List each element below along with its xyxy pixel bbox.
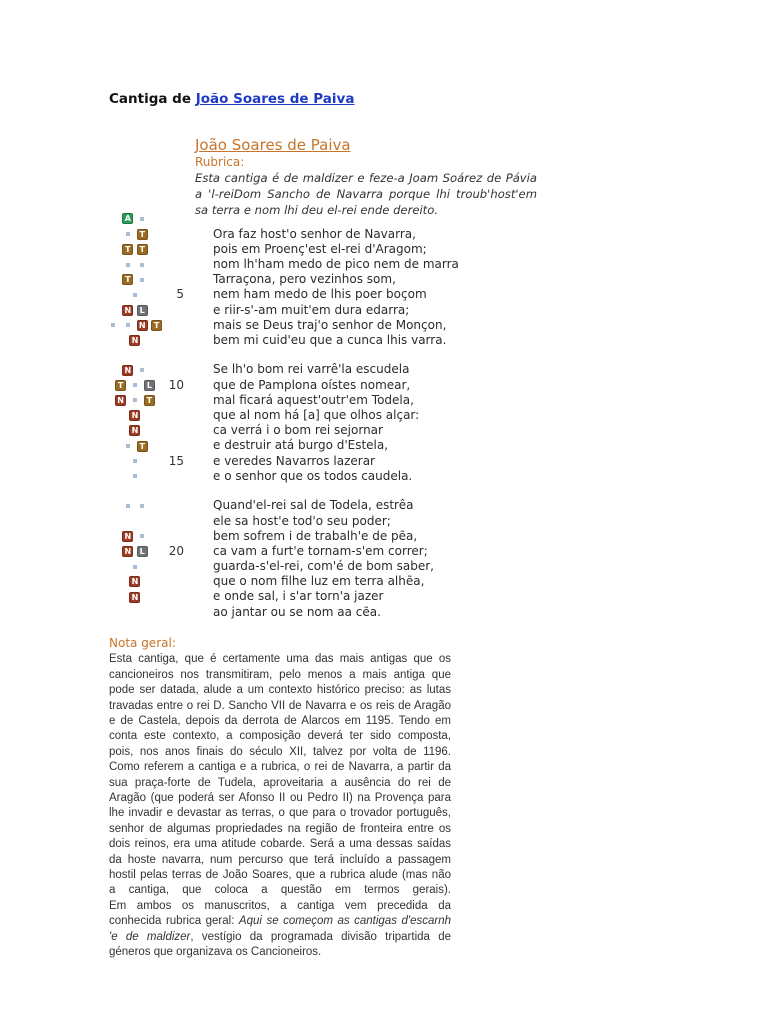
verse-row: [105, 242, 459, 257]
note-text: dois reinos, era uma atitude cobarde. Será a uma dessas saídas: [109, 838, 451, 851]
note-text: da hoste navarra, num percurso que terá incluído a passagem: [109, 853, 451, 866]
marker-cell: [135, 272, 149, 287]
marker-gutter: [105, 589, 165, 604]
marker-cell: [128, 378, 142, 393]
marker-cell: [135, 529, 149, 544]
marker-badge-n: N: [122, 365, 133, 376]
author-link[interactable]: João Soares de Paiva: [195, 91, 355, 107]
verse-text: Quand'el-rei sal de Todela, estrêa: [213, 498, 414, 513]
note-text: Como referem a cantiga e a rubrica, o rei de Navarra, a partir da: [109, 761, 451, 774]
verse-row: [105, 303, 459, 318]
marker-cell: [128, 408, 142, 423]
marker-badge-n: N: [129, 592, 140, 603]
verse-text: e onde sal, i s'ar torn'a jazer: [213, 589, 384, 604]
verse-row: [105, 318, 459, 333]
note-text: pode ser datada, alude a um contexto histórico preciso: as lutas: [109, 684, 451, 697]
marker-square-icon: [140, 263, 144, 267]
marker-cell: [149, 318, 163, 333]
stanza: [105, 211, 459, 348]
marker-badge-l: L: [144, 380, 155, 391]
marker-gutter: [105, 574, 165, 589]
marker-badge-n: N: [115, 395, 126, 406]
stanza: [105, 362, 459, 484]
verse-number: 10: [168, 377, 184, 392]
marker-cell: [135, 303, 149, 318]
marker-square-icon: [140, 534, 144, 538]
marker-cell: [121, 498, 135, 513]
verse-text: Ora faz host'o senhor de Navarra,: [213, 226, 416, 241]
marker-badge-n: N: [122, 531, 133, 542]
verse-text: e destruir atá burgo d'Estela,: [213, 438, 389, 453]
marker-gutter: [105, 514, 165, 529]
note-text: , vestígio da programada divisão tripartida de: [190, 930, 451, 943]
marker-square-icon: [126, 323, 130, 327]
marker-badge-n: N: [129, 410, 140, 421]
note-text: conhecida rubrica geral:: [109, 915, 239, 928]
marker-cell: [135, 211, 149, 226]
note-text: sua praça-forte de Tudela, aproveitaria a ausência do rei de: [109, 776, 451, 789]
marker-cell: [142, 378, 156, 393]
marker-square-icon: [140, 217, 144, 221]
note-label: Nota geral:: [109, 636, 176, 650]
marker-square-icon: [133, 398, 137, 402]
note-line: [109, 714, 451, 729]
verse-row: [105, 333, 459, 348]
marker-cell: [128, 469, 142, 484]
marker-badge-t: T: [115, 380, 126, 391]
verse-row: [105, 454, 459, 469]
marker-badge-t: T: [151, 320, 162, 331]
marker-row: [105, 211, 459, 226]
rubric-label: Rubrica:: [195, 155, 245, 169]
marker-cell: [121, 318, 135, 333]
note-line: [109, 683, 451, 698]
marker-square-icon: [126, 263, 130, 267]
note-italic-text: Aqui se começom as cantigas d'escarnh: [238, 915, 451, 928]
verse-row: [105, 393, 459, 408]
marker-cell: [121, 257, 135, 272]
marker-badge-t: T: [122, 274, 133, 285]
marker-square-icon: [126, 444, 130, 448]
marker-cell: [135, 544, 149, 559]
note-line: [109, 930, 451, 945]
marker-gutter: [105, 438, 165, 453]
rubric-line: Esta cantiga é de maldizer e feze-a Joam Soárez de Pávia: [195, 171, 537, 185]
marker-gutter: [105, 559, 165, 574]
verse-row: [105, 378, 459, 393]
note-text: Esta cantiga, que é certamente uma das mais antigas que os: [109, 653, 451, 666]
marker-badge-t: T: [122, 244, 133, 255]
note-text: Em ambos os manuscritos, a cantiga vem precedida da: [109, 899, 451, 912]
marker-cell: [121, 544, 135, 559]
verse-row: [105, 438, 459, 453]
marker-cell: [121, 242, 135, 257]
note-line: [109, 652, 451, 667]
marker-cell: [121, 272, 135, 287]
verse-row: [105, 574, 459, 589]
marker-gutter: [105, 529, 165, 544]
marker-cell: [128, 287, 142, 302]
marker-square-icon: [126, 232, 130, 236]
marker-cell: [121, 362, 135, 377]
note-line: [109, 883, 451, 898]
verse-text: nom lh'ham medo de pico nem de marra: [213, 256, 459, 271]
marker-badge-a: A: [122, 213, 133, 224]
note-text: Aragão (que poderá ser Afonso II ou Pedro II) na Provença para: [109, 791, 451, 804]
marker-badge-n: N: [129, 335, 140, 346]
note-line: [109, 668, 451, 683]
marker-gutter: [105, 544, 165, 559]
verse-text: pois em Proenç'est el-rei d'Aragom;: [213, 241, 427, 256]
marker-gutter: [105, 318, 165, 333]
verse-text: ca verrá i o bom rei sejornar: [213, 423, 383, 438]
marker-gutter: [105, 378, 165, 393]
marker-square-icon: [140, 504, 144, 508]
marker-badge-n: N: [137, 320, 148, 331]
marker-gutter: [105, 454, 165, 469]
marker-gutter: [105, 257, 165, 272]
marker-cell: [135, 362, 149, 377]
marker-square-icon: [126, 504, 130, 508]
marker-gutter: [105, 469, 165, 484]
marker-square-icon: [133, 459, 137, 463]
marker-badge-t: T: [137, 244, 148, 255]
marker-cell: [135, 438, 149, 453]
verse-text: Tarraçona, pero vezinhos som,: [213, 272, 396, 287]
marker-badge-l: L: [137, 546, 148, 557]
rubric-line: a 'l-reiDom Sancho de Navarra porque lhi troub'host'em: [195, 187, 537, 201]
marker-gutter: [105, 605, 165, 620]
verse-row: [105, 605, 459, 620]
marker-cell: [135, 257, 149, 272]
note-line: [109, 729, 451, 744]
note-line: [109, 899, 451, 914]
verse-row: [105, 227, 459, 242]
verse-number: 15: [168, 453, 184, 468]
marker-cell: [121, 438, 135, 453]
verse-text: Se lh'o bom rei varrê'la escudela: [213, 362, 410, 377]
marker-cell: [106, 318, 120, 333]
verse-row: [105, 272, 459, 287]
verse-row: [105, 408, 459, 423]
note-line: [109, 760, 451, 775]
verse-text: ele sa host'e tod'o seu poder;: [213, 513, 391, 528]
note-italic-text: 'e de maldizer: [109, 930, 191, 943]
verse-row: [105, 559, 459, 574]
verse-row: [105, 287, 459, 302]
note-text: a cantiga, que coloca a questão em termos gerais).: [109, 884, 451, 897]
marker-cell: [135, 227, 149, 242]
note-text: conta este contexto, a composição deverá ter sido composta,: [109, 730, 451, 743]
verse-text: bem mi cuid'eu que a cunca lhis varra.: [213, 332, 447, 347]
verse-text: nem ham medo de lhis poer boçom: [213, 287, 427, 302]
marker-cell: [142, 393, 156, 408]
marker-cell: [135, 498, 149, 513]
marker-badge-n: N: [129, 425, 140, 436]
verse-row: [105, 529, 459, 544]
note-line: [109, 868, 451, 883]
verse-row: [105, 498, 459, 513]
marker-cell: [113, 378, 127, 393]
verse-text: que al nom há [a] que olhos alçar:: [213, 408, 420, 423]
verse-row: [105, 544, 459, 559]
note-text: cancioneiros nos transmitiram, pelo menos a mais antiga que: [109, 668, 451, 681]
marker-cell: [128, 589, 142, 604]
marker-gutter: [105, 211, 165, 226]
verse-text: guarda-s'el-rei, com'é de bom saber,: [213, 559, 434, 574]
marker-gutter: [105, 362, 165, 377]
marker-gutter: [105, 408, 165, 423]
note-text: e de Castela, depois da derrota de Alarcos em 1195. Tendo em: [109, 714, 451, 727]
note-text: pois, nos anos finais do século XII, talvez por volta de 1196.: [109, 745, 451, 758]
verse-row: [105, 257, 459, 272]
note-line: [109, 699, 451, 714]
note-line: [109, 745, 451, 760]
marker-gutter: [105, 333, 165, 348]
verse-text: que de Pamplona oístes nomear,: [213, 377, 411, 392]
verse-text: e veredes Navarros lazerar: [213, 453, 375, 468]
note-line: [109, 914, 451, 929]
marker-square-icon: [140, 368, 144, 372]
poem-verses: [105, 211, 459, 619]
verse-text: e riir-s'-am muit'em dura edarra;: [213, 302, 410, 317]
note-line: [109, 837, 451, 852]
marker-cell: [121, 227, 135, 242]
marker-badge-t: T: [137, 441, 148, 452]
note-paragraph: [109, 652, 451, 960]
marker-cell: [121, 529, 135, 544]
poem-author-link[interactable]: João Soares de Paiva: [195, 136, 351, 154]
note-text: senhor de algumas propriedades na região de fronteira entre os: [109, 822, 451, 835]
header-prefix: Cantiga de: [109, 91, 192, 107]
marker-square-icon: [133, 565, 137, 569]
note-text: hostil pelas terras de João Soares, que a rubrica alude (mas não: [109, 868, 451, 881]
note-line: [109, 853, 451, 868]
verse-text: bem sofrem i de trabalh'e de pẽa,: [213, 528, 418, 543]
note-line: [109, 806, 451, 821]
marker-cell: [121, 211, 135, 226]
marker-gutter: [105, 287, 165, 302]
page-header: [109, 90, 354, 108]
marker-cell: [128, 574, 142, 589]
verse-text: mal ficará aquest'outr'em Todela,: [213, 392, 414, 407]
marker-badge-l: L: [137, 305, 148, 316]
verse-text: mais se Deus traj'o senhor de Monçon,: [213, 317, 447, 332]
marker-cell: [128, 454, 142, 469]
verse-row: [105, 514, 459, 529]
marker-gutter: [105, 393, 165, 408]
marker-cell: [128, 393, 142, 408]
marker-badge-n: N: [122, 305, 133, 316]
note-text: géneros que organizava os Cancioneiros.: [109, 946, 322, 959]
marker-gutter: [105, 423, 165, 438]
marker-badge-t: T: [144, 395, 155, 406]
verse-row: [105, 469, 459, 484]
marker-square-icon: [133, 474, 137, 478]
marker-cell: [128, 423, 142, 438]
note-text: lhe invadir e devastar as terras, o que para o trovador português,: [109, 807, 451, 820]
marker-badge-n: N: [122, 546, 133, 557]
marker-badge-n: N: [129, 576, 140, 587]
marker-cell: [128, 559, 142, 574]
stanza: [105, 498, 459, 620]
marker-gutter: [105, 303, 165, 318]
marker-cell: [128, 333, 142, 348]
verse-text: e o senhor que os todos caudela.: [213, 468, 413, 483]
marker-badge-t: T: [137, 229, 148, 240]
note-line: [109, 822, 451, 837]
marker-gutter: [105, 272, 165, 287]
verse-row: [105, 362, 459, 377]
poem-header: [195, 135, 537, 218]
marker-square-icon: [140, 278, 144, 282]
marker-gutter: [105, 498, 165, 513]
marker-cell: [121, 303, 135, 318]
marker-square-icon: [111, 323, 115, 327]
verse-row: [105, 589, 459, 604]
verse-text: que o nom filhe luz em terra alhẽa,: [213, 574, 425, 589]
verse-row: [105, 423, 459, 438]
verse-number: 5: [176, 287, 184, 302]
note-line: [109, 945, 451, 960]
marker-gutter: [105, 242, 165, 257]
verse-number: 20: [168, 543, 184, 558]
note-line: [109, 776, 451, 791]
verse-text: ca vam a furt'e tornam-s'em correr;: [213, 543, 428, 558]
marker-cell: [135, 318, 149, 333]
marker-cell: [113, 393, 127, 408]
marker-square-icon: [133, 293, 137, 297]
marker-gutter: [105, 227, 165, 242]
marker-cell: [135, 242, 149, 257]
note-line: [109, 791, 451, 806]
note-text: travadas entre o rei D. Sancho VII de Navarra e os reis de Aragão: [109, 699, 451, 712]
rubric-line: sa terra e nom lhi deu el-rei ende dereito.: [195, 203, 439, 217]
marker-square-icon: [133, 383, 137, 387]
verse-text: ao jantar ou se nom aa cẽa.: [213, 604, 381, 619]
